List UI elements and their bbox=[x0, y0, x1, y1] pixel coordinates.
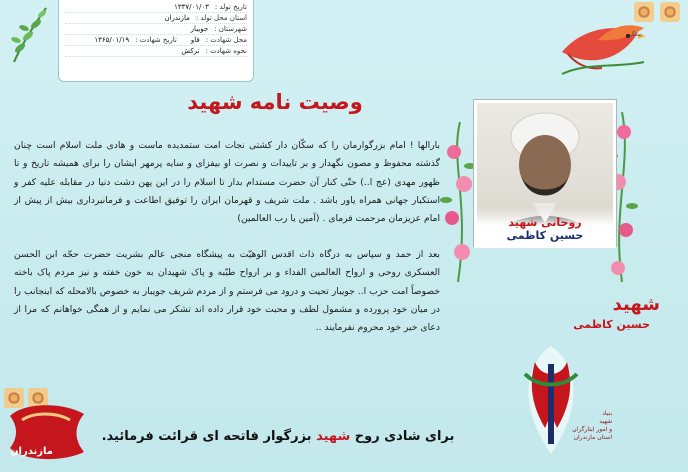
info-value: فاو bbox=[190, 36, 200, 44]
info-label: استان محل تولد : bbox=[195, 14, 247, 22]
foundation-text bbox=[552, 410, 612, 442]
org-line: شهید bbox=[599, 418, 612, 425]
leaf-sprig-icon bbox=[6, 4, 52, 66]
info-row bbox=[65, 35, 247, 46]
info-row bbox=[65, 2, 247, 13]
info-card bbox=[58, 0, 254, 82]
org-line: استان مازندران bbox=[573, 434, 612, 441]
portrait-caption bbox=[474, 208, 616, 248]
info-label: نحوه شهادت : bbox=[205, 47, 247, 55]
info-value: ترکش bbox=[181, 47, 200, 55]
footer-highlight: شهید bbox=[316, 429, 351, 444]
footer-prayer bbox=[92, 429, 464, 444]
portrait-caption-title: روحانی شهید bbox=[508, 216, 582, 229]
footer-suffix: بزرگوار فاتحه ای قرائت فرمائید. bbox=[101, 429, 317, 444]
info-label: شهرستان : bbox=[214, 25, 247, 33]
info-row bbox=[65, 24, 247, 35]
will-paragraph-2: بعد از حمد و سپاس به درگاه ذات اقدس الوهیّت به پیشگاه منجی عالم بشریت حضرت حجّه ابن الحسن العسکری روحی و ارواح العالمین الفداء و بر ارواح طیّبه و پاک شهیدان به خون خفته و نیز مردم پاک باخته خصوصاً امت حزب ا.. جویبار تحیت و درود می فرستم و از مردم شریف جویبار به خصوص بالامحله که اینجانب را در میان خود پرورده و مشمول لطف و محبت خود قرار داده اند تشکر می نمایم و از همگی خواهانم که مرا از دعای خیر خود محروم نفرمایند .. bbox=[14, 249, 440, 334]
martyr-label: شهید bbox=[612, 294, 660, 315]
martyr-name: حسین کاظمی bbox=[573, 318, 650, 331]
info-label: تاریخ تولد : bbox=[214, 3, 247, 11]
bird-icon bbox=[558, 12, 648, 82]
info-label: محل شهادت : bbox=[205, 36, 247, 44]
info-value: ۱۳۶۵/۰۱/۱۹ bbox=[94, 36, 130, 44]
page-title: وصیت نامه شهید bbox=[187, 90, 363, 114]
org-line: بنیاد bbox=[602, 410, 612, 417]
info-label: تاریخ شهادت : bbox=[135, 36, 177, 44]
info-row bbox=[65, 46, 247, 57]
info-value: مازندران bbox=[164, 14, 190, 22]
footer-prefix: برای شادی روح bbox=[350, 429, 455, 444]
info-value: ۱۳۳۷/۰۱/۰۳ bbox=[174, 3, 209, 11]
tile-icon bbox=[660, 2, 680, 22]
info-value: جویبار bbox=[190, 25, 209, 33]
org-line: و امور ایثارگران bbox=[572, 426, 612, 433]
badge-text: مازندران bbox=[10, 446, 53, 457]
corner-label: سنگر bbox=[628, 31, 642, 38]
portrait-frame bbox=[438, 92, 638, 282]
portrait-caption-name: حسین کاظمی bbox=[506, 229, 584, 242]
will-paragraph-1: بارالها ! امام بزرگوارمان را که سکّان دار کشتی نجات امت ستمدیده ماست و هادی ملت اسلام است چنان گذشته محفوظ و مصون نگهدار و بر تاییدات و نصرت او بیفزای و سایه پرمهر ایشان را برای همیشه تاریخ و تا ظهور مهدی (عج ا..) حتّی کنار آن حضرت مستدام بدار تا اسلام را در این پهن دشت دنیا در مقابله علیه کفر و استکبار جهانی همراه یاور باشد . ملت شریف و قهرمان ایران را توفیق اطاعت و فرمانبرداری بیش از پیش از امام عزیزمان مرحمت فرمای . (آمین یا رب العالمین) bbox=[14, 140, 440, 225]
info-row bbox=[65, 13, 247, 24]
